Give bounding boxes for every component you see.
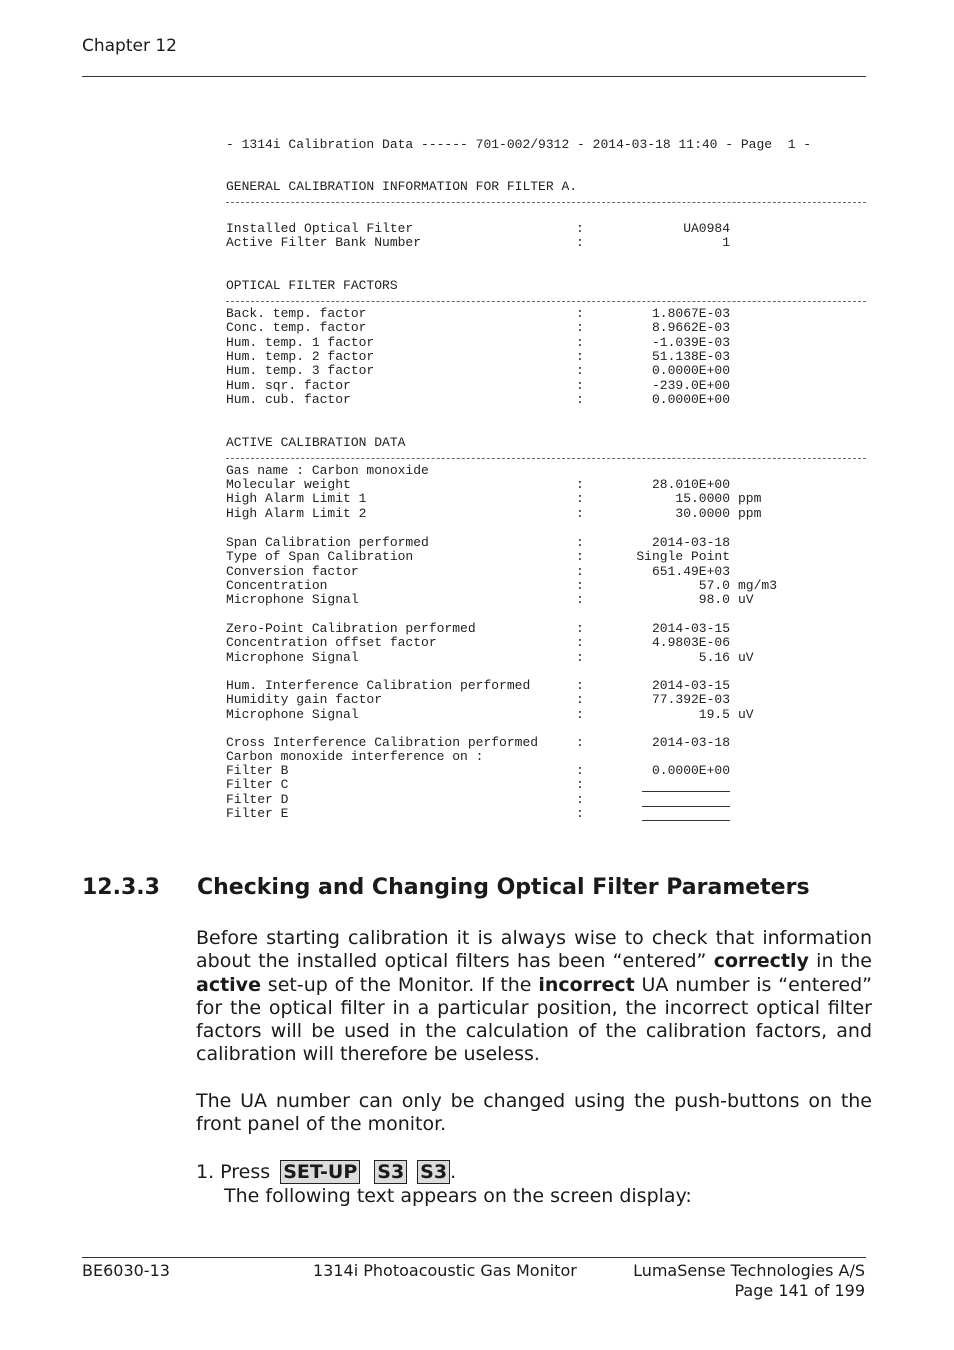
- row-value: 51.138E-03: [651, 348, 730, 364]
- printout-row: [226, 679, 866, 693]
- row-colon: :: [576, 692, 584, 708]
- step-1-line-2: The following text appears on the screen display:: [224, 1185, 692, 1207]
- printout-row: [226, 651, 866, 665]
- cross-interference-sub: Carbon monoxide interference on :: [226, 749, 484, 764]
- step-end: .: [450, 1161, 457, 1183]
- row-unit: uV: [738, 649, 754, 665]
- row-label: Active Filter Bank Number: [226, 235, 422, 251]
- row-label: Hum. temp. 2 factor: [226, 348, 375, 364]
- row-colon: :: [576, 491, 584, 507]
- p1-bold-correctly: correctly: [713, 950, 809, 973]
- footer-product: 1314i Photoacoustic Gas Monitor: [313, 1261, 577, 1280]
- row-unit: uV: [738, 706, 754, 722]
- row-colon: :: [576, 505, 584, 521]
- printout-row: [226, 336, 866, 350]
- row-label: Installed Optical Filter: [226, 221, 414, 236]
- footer-doc-id: BE6030-13: [82, 1261, 170, 1280]
- printout-row: [226, 478, 866, 492]
- factors-heading: OPTICAL FILTER FACTORS: [226, 278, 398, 293]
- row-label: Filter D: [226, 791, 289, 807]
- row-value: 5.16: [698, 649, 730, 665]
- general-separator: [226, 202, 866, 203]
- printout-row: [226, 622, 866, 636]
- printout-row: [226, 593, 866, 607]
- row-value: 77.392E-03: [651, 692, 730, 708]
- row-colon: :: [576, 320, 584, 336]
- row-colon: :: [576, 391, 584, 407]
- printout-row: [226, 807, 866, 821]
- row-label: Hum. sqr. factor: [226, 377, 351, 393]
- row-value: 8.9662E-03: [651, 320, 730, 336]
- printout-row: [226, 693, 866, 707]
- row-label: High Alarm Limit 2: [226, 505, 367, 521]
- row-value: 15.0000: [675, 491, 730, 507]
- printout-row: [226, 579, 866, 593]
- p1-text-a: Before starting calibration it is always wise to check that information about the installed optical filters has been “entered”: [196, 927, 872, 973]
- printout-row: [226, 736, 866, 750]
- row-label: Hum. temp. 3 factor: [226, 363, 375, 379]
- row-value: 0.0000E+00: [651, 763, 730, 778]
- row-colon: :: [576, 477, 584, 492]
- row-label: Filter C: [226, 777, 289, 793]
- row-colon: :: [576, 592, 584, 608]
- active-heading: ACTIVE CALIBRATION DATA: [226, 435, 406, 450]
- printout-row: [226, 379, 866, 393]
- factors-separator: [226, 301, 866, 302]
- chapter-header: Chapter 12: [82, 36, 178, 56]
- row-label: Conversion factor: [226, 563, 359, 579]
- row-colon: :: [576, 306, 584, 321]
- row-colon: :: [576, 348, 584, 364]
- footer-rule: [82, 1257, 866, 1258]
- row-label: High Alarm Limit 1: [226, 491, 367, 507]
- setup-key: SET-UP: [280, 1160, 360, 1184]
- row-colon: :: [576, 763, 584, 778]
- row-label: Zero-Point Calibration performed: [226, 621, 476, 636]
- row-value: 98.0: [698, 592, 730, 608]
- footer-company: LumaSense Technologies A/S: [633, 1261, 865, 1280]
- row-unit: mg/m3: [738, 577, 778, 593]
- step-1: [196, 1160, 456, 1184]
- printout-row: [226, 307, 866, 321]
- row-colon: :: [576, 735, 584, 750]
- calibration-printout: [226, 130, 876, 830]
- row-colon: :: [576, 621, 584, 636]
- p1-text-g: UA number is “entered” for the optical filter in a particular position, the incorrect optical filter factors will be used in the calculation of the calibration factors, and calibration will therefore be useless.: [196, 973, 872, 1066]
- row-label: Hum. temp. 1 factor: [226, 334, 375, 350]
- step-prefix: 1. Press: [196, 1161, 271, 1183]
- printout-row: [226, 321, 866, 335]
- printout-row: [226, 364, 866, 378]
- row-colon: :: [576, 649, 584, 665]
- row-label: Hum. Interference Calibration performed: [226, 678, 531, 693]
- row-colon: :: [576, 706, 584, 722]
- p1-bold-incorrect: incorrect: [538, 973, 635, 996]
- row-colon: :: [576, 777, 584, 793]
- row-label: Span Calibration performed: [226, 535, 429, 550]
- printout-row: [226, 536, 866, 550]
- section-title: Checking and Changing Optical Filter Parameters: [197, 875, 810, 900]
- row-value: 651.49E+03: [651, 563, 730, 579]
- printout-row: [226, 764, 866, 778]
- row-colon: :: [576, 363, 584, 379]
- s3-key-1: S3: [374, 1160, 407, 1184]
- section-number: 12.3.3: [82, 875, 160, 900]
- printout-row: [226, 550, 866, 564]
- row-label: Conc. temp. factor: [226, 320, 367, 336]
- row-colon: :: [576, 535, 584, 550]
- printout-row: [226, 236, 866, 250]
- row-colon: :: [576, 563, 584, 579]
- row-value: 2014-03-18: [651, 735, 730, 750]
- row-colon: :: [576, 235, 584, 251]
- row-value: 1.8067E-03: [651, 306, 730, 321]
- row-value: UA0984: [683, 221, 730, 236]
- row-value: -1.039E-03: [651, 334, 730, 350]
- printout-row: [226, 222, 866, 236]
- p1-text-c: in the: [808, 950, 872, 973]
- paragraph-2: The UA number can only be changed using the push-buttons on the front panel of the monitor.: [196, 1090, 872, 1136]
- row-value: 2014-03-18: [651, 535, 730, 550]
- printout-row: [226, 350, 866, 364]
- printout-row: [226, 708, 866, 722]
- row-label: Microphone Signal: [226, 649, 359, 665]
- row-value: 0.0000E+00: [651, 363, 730, 379]
- row-unit: uV: [738, 592, 754, 608]
- general-heading: GENERAL CALIBRATION INFORMATION FOR FILTER A.: [226, 179, 578, 194]
- row-value: Single Point: [636, 549, 730, 565]
- row-colon: :: [576, 678, 584, 693]
- row-value: 0.0000E+00: [651, 391, 730, 407]
- row-value: 28.010E+00: [651, 477, 730, 492]
- row-colon: :: [576, 805, 584, 821]
- printout-row: [226, 793, 866, 807]
- printout-row: [226, 393, 866, 407]
- printout-row: [226, 507, 866, 521]
- row-label: Concentration offset factor: [226, 635, 437, 651]
- row-colon: :: [576, 791, 584, 807]
- paragraph-1: [196, 927, 872, 1067]
- row-value: 30.0000: [675, 505, 730, 521]
- row-label: Microphone Signal: [226, 592, 359, 608]
- row-value: -239.0E+00: [651, 377, 730, 393]
- row-value: 57.0: [698, 577, 730, 593]
- printout-title: - 1314i Calibration Data ------ 701-002/9312 - 2014-03-18 11:40 - Page 1 -: [226, 137, 812, 152]
- row-label: Filter B: [226, 763, 289, 778]
- header-rule: [82, 76, 866, 77]
- row-colon: :: [576, 377, 584, 393]
- row-label: Hum. cub. factor: [226, 391, 351, 407]
- p1-text-e: set-up of the Monitor. If the: [260, 973, 539, 996]
- row-label: Back. temp. factor: [226, 306, 367, 321]
- row-unit: ppm: [738, 505, 762, 521]
- p1-bold-active: active: [196, 973, 261, 996]
- row-label: Cross Interference Calibration performed: [226, 735, 539, 750]
- empty-value-line: [642, 820, 730, 821]
- printout-row: [226, 565, 866, 579]
- printout-row: [226, 778, 866, 792]
- row-colon: :: [576, 635, 584, 651]
- row-colon: :: [576, 577, 584, 593]
- row-label: Type of Span Calibration: [226, 549, 414, 565]
- row-label: Filter E: [226, 805, 289, 821]
- active-separator: [226, 458, 866, 459]
- printout-row: [226, 492, 866, 506]
- row-colon: :: [576, 334, 584, 350]
- s3-key-2: S3: [417, 1160, 450, 1184]
- row-unit: ppm: [738, 491, 762, 507]
- row-value: 4.9803E-06: [651, 635, 730, 651]
- footer-company-page: [600, 1261, 865, 1301]
- row-value: 1: [722, 235, 730, 251]
- row-value: 2014-03-15: [651, 678, 730, 693]
- row-label: Molecular weight: [226, 477, 351, 492]
- gas-name: Gas name : Carbon monoxide: [226, 463, 429, 478]
- row-label: Concentration: [226, 577, 328, 593]
- row-colon: :: [576, 221, 584, 236]
- row-value: 2014-03-15: [651, 621, 730, 636]
- row-label: Humidity gain factor: [226, 692, 383, 708]
- footer-page: Page 141 of 199: [734, 1281, 865, 1300]
- row-colon: :: [576, 549, 584, 565]
- row-label: Microphone Signal: [226, 706, 359, 722]
- row-value: 19.5: [698, 706, 730, 722]
- printout-row: [226, 636, 866, 650]
